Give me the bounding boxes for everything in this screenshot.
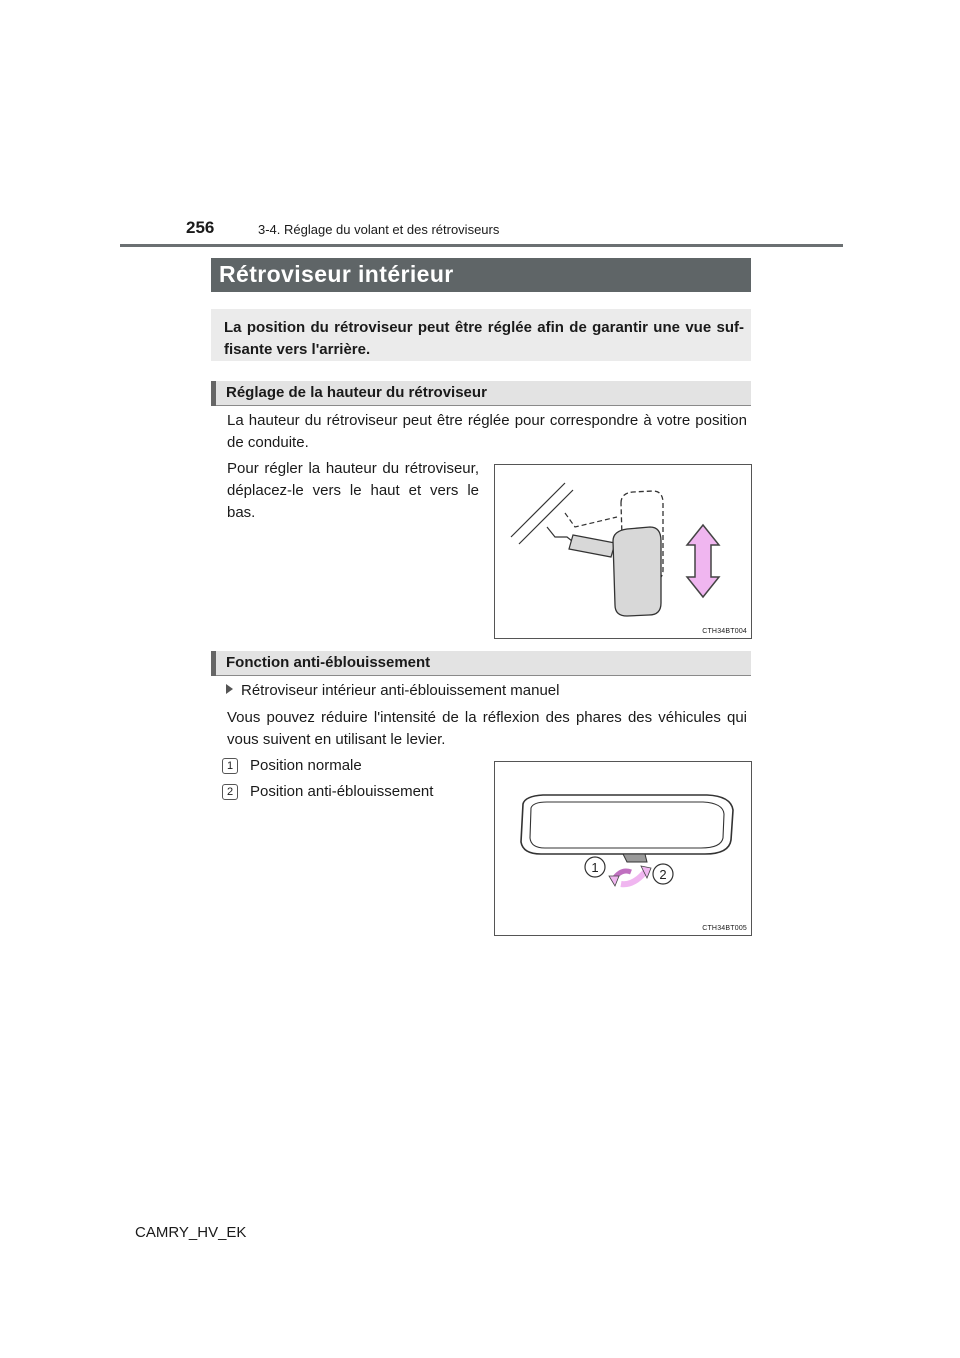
subheading-height-adjust: [211, 381, 751, 406]
header-rule: [120, 244, 843, 247]
callout-1: 1: [591, 860, 599, 875]
subheading-anti-glare: [211, 651, 751, 676]
mirror-height-illustration: [495, 465, 751, 638]
item-label: Position normale: [250, 757, 362, 774]
callout-2: 2: [659, 867, 667, 882]
section-reference: 3-4. Réglage du volant et des rétroviseurs: [258, 222, 500, 237]
intro-text: La position du rétroviseur peut être réglée afin de garantir une vue suf- fisante vers l'arrière.: [224, 319, 744, 358]
figure-code: CTH34BT005: [702, 925, 747, 932]
item-label: Position anti-éblouissement: [250, 783, 434, 800]
intro-box: [211, 309, 751, 361]
bullet-text: Rétroviseur intérieur anti-éblouissement manuel: [241, 682, 560, 699]
anti-glare-paragraph: Vous pouvez réduire l'intensité de la réflexion des phares des véhicules qui vous suivent en utilisant le levier.: [227, 709, 747, 748]
bullet-triangle-icon: [226, 684, 233, 694]
figure-mirror-antiglare: [494, 761, 752, 936]
subheading-marker: [211, 651, 216, 676]
bullet-manual-antiglare: [226, 682, 560, 699]
subheading-marker: [211, 381, 216, 406]
height-adjust-instruction: Pour régler la hauteur du rétroviseur, déplacez-le vers le haut et vers le bas.: [227, 460, 479, 521]
section-title-bar: [211, 258, 751, 292]
subheading-text: Fonction anti-éblouissement: [226, 654, 431, 671]
figure-code: CTH34BT004: [702, 628, 747, 635]
subheading-text: Réglage de la hauteur du rétroviseur: [226, 384, 487, 401]
height-adjust-paragraph: La hauteur du rétroviseur peut être réglée pour correspondre à votre position de conduite.: [227, 412, 747, 451]
figure-mirror-height: [494, 464, 752, 639]
mirror-antiglare-illustration: [495, 762, 751, 935]
item-number-badge: 2: [222, 784, 238, 800]
page-title: Rétroviseur intérieur: [219, 261, 454, 287]
item-number-badge: 1: [222, 758, 238, 774]
page-number: 256: [186, 218, 215, 237]
list-item: [222, 783, 433, 800]
list-item: [222, 757, 362, 774]
footer-model-code: CAMRY_HV_EK: [135, 1224, 247, 1241]
